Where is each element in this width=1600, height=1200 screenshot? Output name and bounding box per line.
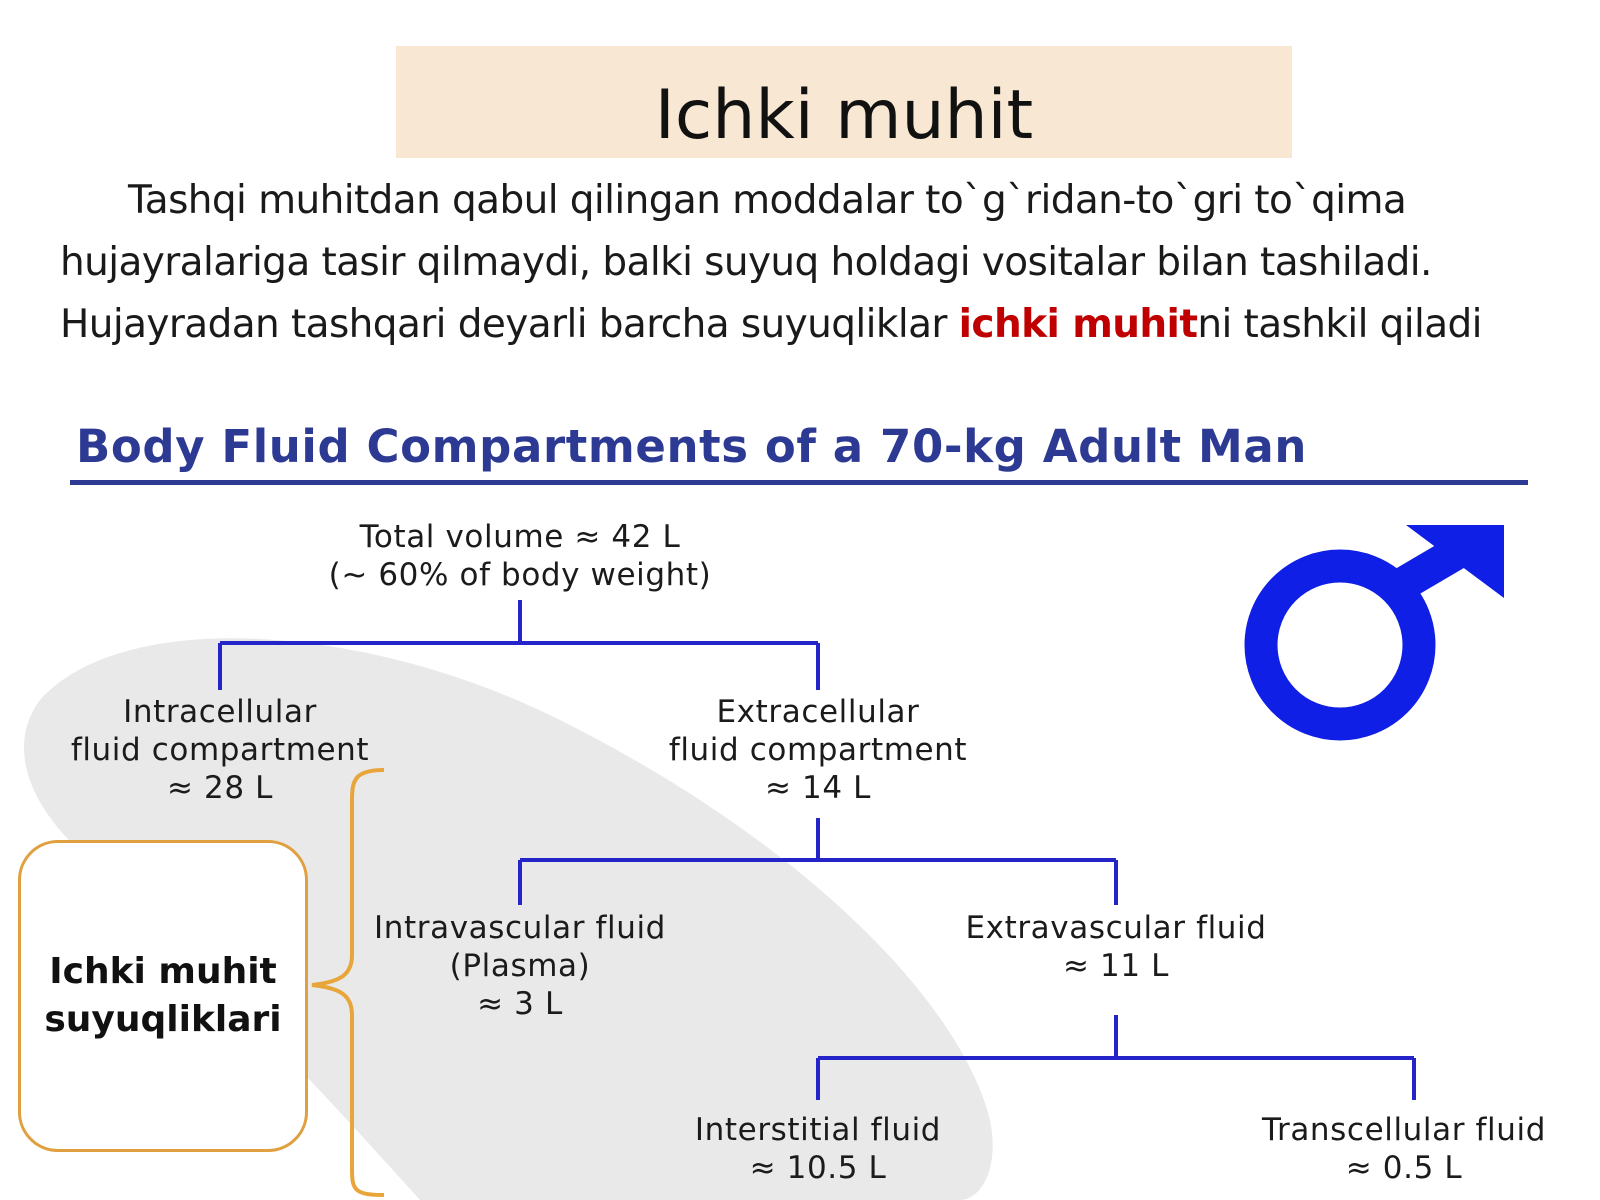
node-label: Extravascular fluid xyxy=(965,910,1267,946)
extravascular-node xyxy=(916,909,1316,985)
node-label: Intracellular xyxy=(123,694,317,730)
node-label: fluid compartment xyxy=(668,732,968,768)
transcellular-node xyxy=(1214,1111,1594,1187)
node-value: ≈ 10.5 L xyxy=(749,1150,887,1186)
node-value: ≈ 11 L xyxy=(1063,948,1169,984)
node-label: (~ 60% of body weight) xyxy=(328,557,712,593)
extracellular-node xyxy=(618,693,1018,807)
interstitial-node xyxy=(618,1111,1018,1187)
node-value: ≈ 0.5 L xyxy=(1345,1150,1463,1186)
page-title: Ichki muhit xyxy=(654,76,1034,155)
node-label: Interstitial fluid xyxy=(694,1112,942,1148)
node-value: ≈ 14 L xyxy=(765,770,871,806)
intravascular-node xyxy=(320,909,720,1023)
node-value: ≈ 28 L xyxy=(167,770,273,806)
node-label: Extracellular xyxy=(716,694,920,730)
node-label: (Plasma) xyxy=(449,948,591,984)
intracellular-node xyxy=(20,693,420,807)
node-label: Transcellular fluid xyxy=(1262,1112,1546,1148)
node-label: fluid compartment xyxy=(70,732,370,768)
intro-text-end: ni tashkil qiladi xyxy=(1197,302,1482,347)
node-label: Total volume ≈ 42 L xyxy=(359,519,681,555)
node-value: ≈ 3 L xyxy=(477,986,563,1022)
intro-text: Tashqi muhitdan qabul qilingan moddalar to`g`ridan-to`gri to`qima hujayralariga tasir qilmaydi, balki suyuq holdagi vositalar bilan tashiladi. Hujayradan tashqari deyarli barcha suyuqliklar xyxy=(60,178,1432,347)
total-volume-node xyxy=(270,518,770,594)
male-symbol-icon xyxy=(1261,525,1504,724)
figure-title: Body Fluid Compartments of a 70-kg Adult Man xyxy=(76,420,1308,473)
intro-highlight: ichki muhit xyxy=(958,302,1198,347)
callout-label: Ichki muhit suyuqliklari xyxy=(44,951,282,1040)
callout-box xyxy=(18,840,308,1152)
node-label: Intravascular fluid xyxy=(374,910,666,946)
